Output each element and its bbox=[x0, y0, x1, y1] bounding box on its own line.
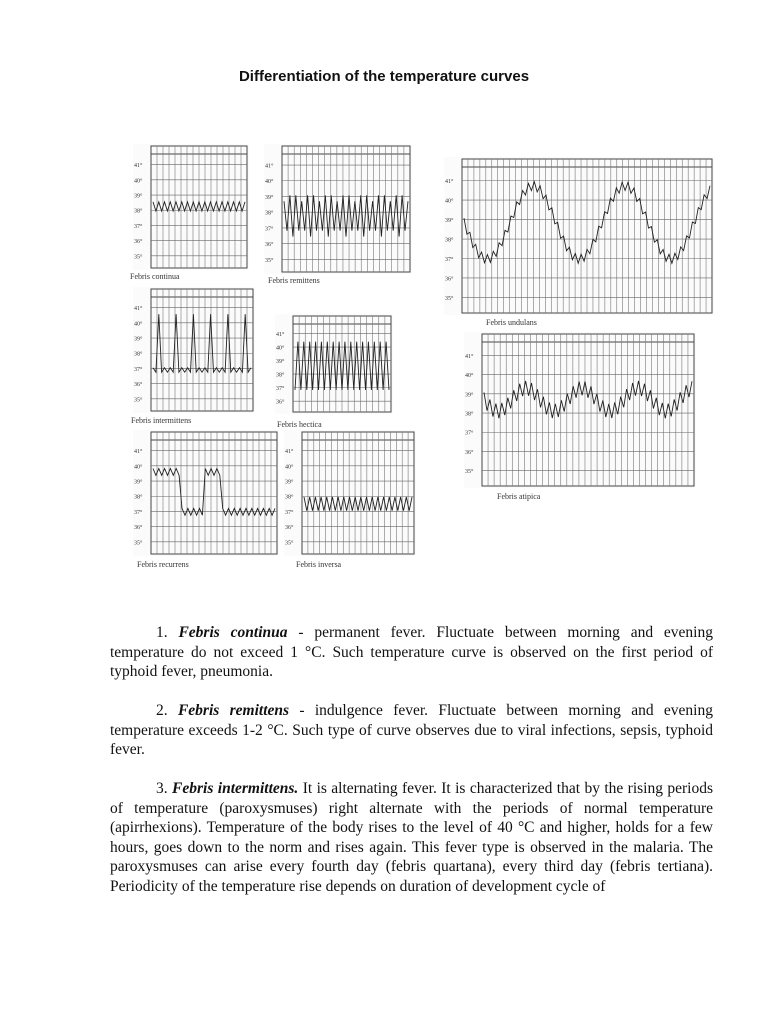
tick-label: 35° bbox=[445, 295, 454, 302]
temperature-sheet-svg bbox=[284, 430, 416, 556]
tick-label: 38° bbox=[285, 494, 294, 501]
tick-label: 40° bbox=[276, 345, 285, 352]
tick-label: 40° bbox=[465, 373, 474, 380]
tick-label: 35° bbox=[134, 397, 143, 404]
temperature-curve-line bbox=[153, 469, 275, 516]
temperature-curve-line bbox=[284, 195, 408, 236]
tick-label: 39° bbox=[134, 193, 143, 200]
tick-label: 37° bbox=[265, 226, 274, 233]
caption-febris-atipica: Febris atipica bbox=[497, 492, 541, 501]
paragraph-febris-remittens bbox=[110, 701, 713, 760]
paragraph-term: Febris continua bbox=[178, 624, 288, 641]
chart-febris-remittens bbox=[264, 144, 412, 274]
tick-label: 37° bbox=[134, 366, 143, 373]
paragraph-febris-intermittens bbox=[110, 779, 713, 896]
tick-label: 37° bbox=[465, 430, 474, 437]
chart-febris-undulans bbox=[444, 157, 714, 315]
tick-label: 38° bbox=[276, 372, 285, 379]
tick-label: 36° bbox=[276, 399, 285, 406]
tick-label: 36° bbox=[265, 242, 274, 249]
chart-febris-intermittens bbox=[133, 287, 255, 413]
paragraph-separator: - bbox=[289, 702, 315, 719]
tick-label: 35° bbox=[134, 254, 143, 261]
paragraph-text: indulgence fever. Fluctuate between morning and evening temperature exceeds 1-2 °C. Such type of curve observes due to viral infections, sepsis, typhoid fever. bbox=[110, 702, 713, 758]
tick-label: 39° bbox=[134, 336, 143, 343]
tick-label: 41° bbox=[276, 331, 285, 338]
tick-label: 40° bbox=[134, 178, 143, 185]
tick-label: 37° bbox=[445, 256, 454, 263]
tick-label: 40° bbox=[134, 321, 143, 328]
tick-label: 37° bbox=[285, 509, 294, 516]
tick-label: 37° bbox=[276, 386, 285, 393]
sheet-frame bbox=[482, 334, 694, 486]
tick-label: 39° bbox=[276, 359, 285, 366]
tick-label: 38° bbox=[445, 237, 454, 244]
tick-label: 41° bbox=[134, 163, 143, 170]
chart-febris-inversa bbox=[284, 430, 416, 556]
tick-label: 35° bbox=[465, 469, 474, 476]
tick-label: 40° bbox=[445, 198, 454, 205]
caption-febris-remittens: Febris remittens bbox=[268, 276, 320, 285]
tick-label: 39° bbox=[285, 479, 294, 486]
caption-febris-intermittens: Febris intermittens bbox=[131, 416, 192, 425]
temperature-sheet-svg bbox=[133, 430, 279, 556]
caption-febris-inversa: Febris inversa bbox=[296, 560, 342, 569]
paragraph-number: 3. bbox=[156, 780, 168, 797]
temperature-sheet-svg bbox=[133, 287, 255, 413]
paragraph-term: Febris remittens bbox=[177, 702, 290, 719]
tick-label: 37° bbox=[134, 509, 143, 516]
sheet-frame bbox=[151, 432, 277, 554]
caption-febris-hectica: Febris hectica bbox=[277, 420, 322, 429]
tick-label: 37° bbox=[134, 223, 143, 230]
tick-label: 41° bbox=[465, 353, 474, 360]
tick-label: 36° bbox=[445, 276, 454, 283]
paragraph-text: permanent fever. Fluctuate between morning and evening temperature do not exceed 1 °C. Such temperature curve is observed on the first period of typhoid fever, pneumonia. bbox=[110, 624, 713, 680]
chart-febris-hectica bbox=[275, 314, 393, 414]
paragraph-number: 1. bbox=[156, 624, 168, 641]
tick-label: 41° bbox=[134, 449, 143, 456]
sheet-frame bbox=[302, 432, 414, 554]
tick-label: 41° bbox=[134, 306, 143, 313]
tick-label: 39° bbox=[134, 479, 143, 486]
page-title: Differentiation of the temperature curves bbox=[238, 68, 530, 85]
paragraph-febris-continua bbox=[110, 623, 713, 682]
tick-label: 40° bbox=[134, 464, 143, 471]
tick-label: 36° bbox=[465, 449, 474, 456]
temperature-curve-line bbox=[484, 381, 692, 418]
tick-label: 38° bbox=[265, 210, 274, 217]
temperature-sheet-svg bbox=[444, 157, 714, 315]
tick-label: 40° bbox=[285, 464, 294, 471]
tick-label: 36° bbox=[134, 525, 143, 532]
tick-label: 41° bbox=[265, 163, 274, 170]
tick-label: 38° bbox=[465, 411, 474, 418]
paragraph-number: 2. bbox=[156, 702, 168, 719]
temperature-sheet-svg bbox=[133, 144, 249, 270]
paragraph-separator: - bbox=[287, 624, 315, 641]
caption-febris-continua: Febris continua bbox=[130, 272, 180, 281]
paragraph-term: Febris intermittens. bbox=[172, 780, 299, 797]
tick-label: 35° bbox=[265, 257, 274, 264]
temperature-sheet-svg bbox=[275, 314, 393, 414]
tick-label: 35° bbox=[134, 540, 143, 547]
tick-label: 39° bbox=[465, 392, 474, 399]
sheet-frame bbox=[151, 289, 253, 411]
caption-febris-recurrens: Febris recurrens bbox=[137, 560, 189, 569]
tick-label: 38° bbox=[134, 351, 143, 358]
tick-label: 39° bbox=[445, 218, 454, 225]
caption-febris-undulans: Febris undulans bbox=[486, 318, 537, 327]
tick-label: 36° bbox=[134, 239, 143, 246]
temperature-sheet-svg bbox=[464, 332, 696, 488]
tick-label: 41° bbox=[285, 449, 294, 456]
chart-febris-atipica bbox=[464, 332, 696, 488]
temperature-sheet-svg bbox=[264, 144, 412, 274]
paragraph-text: It is alternating fever. It is characterized that by the rising periods of temperature (paroxysmuses) right alternate with the periods of normal temperature (apirrhexions). Temperature of the body rises to the level of 40 °C and higher, holds for a few hours, goes down to the norm and rises again. This fever type is observed in the malaria. The paroxysmuses can arise every fourth day (febris quartana), every third day (febris tertiana). Periodicity of the temperature rise depends on duration of development cycle of bbox=[110, 780, 714, 895]
tick-label: 40° bbox=[265, 179, 274, 186]
temperature-curve-line bbox=[304, 497, 412, 511]
tick-label: 38° bbox=[134, 208, 143, 215]
tick-label: 38° bbox=[134, 494, 143, 501]
tick-label: 36° bbox=[134, 382, 143, 389]
tick-label: 35° bbox=[285, 540, 294, 547]
tick-label: 36° bbox=[285, 525, 294, 532]
chart-febris-recurrens bbox=[133, 430, 279, 556]
tick-label: 41° bbox=[445, 179, 454, 186]
tick-label: 39° bbox=[265, 194, 274, 201]
chart-febris-continua bbox=[133, 144, 249, 270]
